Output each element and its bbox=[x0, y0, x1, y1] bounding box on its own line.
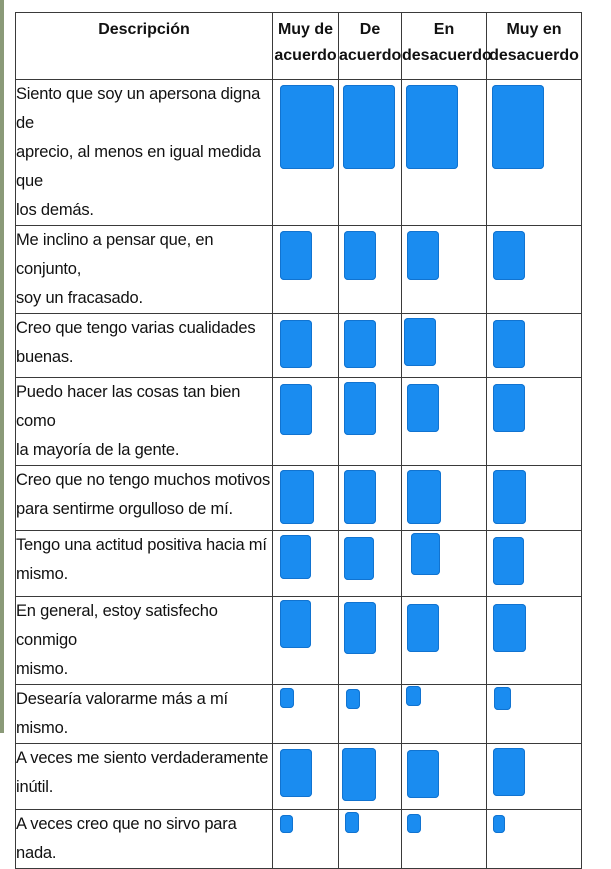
option-checkbox[interactable] bbox=[280, 231, 312, 280]
option-checkbox[interactable] bbox=[407, 384, 439, 432]
question-line: mismo. bbox=[16, 565, 68, 583]
table-row bbox=[16, 597, 582, 685]
question-text bbox=[16, 80, 273, 226]
table-row bbox=[16, 685, 582, 744]
option-cell bbox=[487, 744, 582, 810]
header-line: acuerdo bbox=[274, 47, 337, 64]
question-line: Creo que tengo varias cualidades bbox=[16, 319, 256, 337]
option-checkbox[interactable] bbox=[344, 470, 376, 524]
header-line: Muy de bbox=[277, 21, 334, 38]
table-row bbox=[16, 531, 582, 597]
option-checkbox[interactable] bbox=[407, 470, 441, 524]
rosenberg-survey-table bbox=[15, 12, 582, 869]
option-cell bbox=[402, 466, 487, 531]
option-checkbox[interactable] bbox=[404, 318, 436, 366]
option-cell bbox=[487, 466, 582, 531]
option-checkbox[interactable] bbox=[345, 812, 359, 833]
option-cell bbox=[487, 314, 582, 378]
header-de-acuerdo bbox=[339, 13, 402, 80]
question-text bbox=[16, 378, 273, 466]
header-muy-en-desacuerdo bbox=[487, 13, 582, 80]
option-cell bbox=[487, 378, 582, 466]
question-line: Desearía valorarme más a mí mismo. bbox=[16, 690, 228, 737]
option-cell bbox=[487, 597, 582, 685]
option-cell bbox=[487, 685, 582, 744]
option-checkbox[interactable] bbox=[493, 470, 526, 524]
question-line: aprecio, al menos en igual medida que bbox=[16, 143, 261, 190]
option-cell bbox=[273, 685, 339, 744]
option-checkbox[interactable] bbox=[344, 320, 376, 368]
question-line: En general, estoy satisfecho conmigo bbox=[16, 602, 218, 649]
option-cell bbox=[402, 314, 487, 378]
option-checkbox[interactable] bbox=[494, 687, 511, 710]
question-line: A veces me siento verdaderamente bbox=[16, 749, 269, 767]
question-line: soy un fracasado. bbox=[16, 289, 143, 307]
question-line: buenas. bbox=[16, 348, 74, 366]
question-text bbox=[16, 466, 273, 531]
option-cell bbox=[402, 810, 487, 869]
option-cell bbox=[339, 597, 402, 685]
option-cell bbox=[273, 80, 339, 226]
header-muy-de-acuerdo bbox=[273, 13, 339, 80]
option-cell bbox=[339, 80, 402, 226]
option-checkbox[interactable] bbox=[346, 689, 360, 709]
question-line: mismo. bbox=[16, 660, 68, 678]
header-line: acuerdo bbox=[339, 47, 402, 64]
option-checkbox[interactable] bbox=[493, 748, 525, 796]
option-cell bbox=[402, 378, 487, 466]
option-checkbox[interactable] bbox=[280, 688, 294, 708]
header-line: De bbox=[359, 21, 381, 38]
option-checkbox[interactable] bbox=[411, 533, 440, 575]
option-cell bbox=[402, 685, 487, 744]
option-checkbox[interactable] bbox=[280, 600, 311, 648]
option-cell bbox=[273, 314, 339, 378]
header-row bbox=[16, 13, 582, 80]
question-text bbox=[16, 685, 273, 744]
question-text bbox=[16, 810, 273, 869]
option-checkbox[interactable] bbox=[280, 535, 311, 579]
option-cell bbox=[402, 597, 487, 685]
option-cell bbox=[487, 810, 582, 869]
question-line: Me inclino a pensar que, en conjunto, bbox=[16, 231, 214, 278]
option-checkbox[interactable] bbox=[280, 815, 293, 833]
option-checkbox[interactable] bbox=[407, 604, 439, 652]
question-text bbox=[16, 744, 273, 810]
option-checkbox[interactable] bbox=[406, 686, 421, 706]
option-checkbox[interactable] bbox=[280, 470, 314, 524]
header-line: desacuerdo bbox=[489, 47, 579, 64]
option-checkbox[interactable] bbox=[493, 384, 525, 432]
question-line: inútil. bbox=[16, 778, 54, 796]
option-cell bbox=[339, 531, 402, 597]
option-cell bbox=[402, 531, 487, 597]
header-line: desacuerdo bbox=[402, 47, 492, 64]
option-checkbox[interactable] bbox=[342, 748, 376, 801]
question-line: A veces creo que no sirvo para nada. bbox=[16, 815, 237, 862]
header-line: En bbox=[433, 21, 455, 38]
table-row bbox=[16, 80, 582, 226]
option-checkbox[interactable] bbox=[407, 750, 439, 798]
option-checkbox[interactable] bbox=[280, 384, 312, 435]
question-line: Tengo una actitud positiva hacia mí bbox=[16, 536, 267, 554]
option-cell bbox=[273, 810, 339, 869]
option-checkbox[interactable] bbox=[493, 231, 525, 280]
question-line: Siento que soy un apersona digna de bbox=[16, 85, 261, 132]
option-checkbox[interactable] bbox=[344, 602, 376, 654]
option-cell bbox=[487, 226, 582, 314]
option-cell bbox=[273, 226, 339, 314]
option-checkbox[interactable] bbox=[344, 537, 374, 580]
option-cell bbox=[402, 744, 487, 810]
option-cell bbox=[339, 378, 402, 466]
question-text bbox=[16, 531, 273, 597]
table-row bbox=[16, 810, 582, 869]
option-checkbox[interactable] bbox=[343, 85, 395, 169]
option-checkbox[interactable] bbox=[280, 85, 334, 169]
table-row bbox=[16, 378, 582, 466]
option-checkbox[interactable] bbox=[492, 85, 544, 169]
question-text bbox=[16, 226, 273, 314]
question-line: los demás. bbox=[16, 201, 94, 219]
table-row bbox=[16, 466, 582, 531]
header-line: Muy en bbox=[506, 21, 562, 38]
option-checkbox[interactable] bbox=[280, 749, 312, 797]
question-line: para sentirme orgulloso de mí. bbox=[16, 500, 233, 518]
option-cell bbox=[339, 685, 402, 744]
question-text bbox=[16, 597, 273, 685]
option-cell bbox=[487, 531, 582, 597]
option-cell bbox=[402, 226, 487, 314]
option-checkbox[interactable] bbox=[407, 231, 439, 280]
option-cell bbox=[339, 810, 402, 869]
option-cell bbox=[273, 531, 339, 597]
option-checkbox[interactable] bbox=[493, 320, 525, 368]
header-description-label: Descripción bbox=[98, 21, 190, 38]
option-cell bbox=[487, 80, 582, 226]
option-checkbox[interactable] bbox=[493, 537, 524, 585]
option-cell bbox=[339, 226, 402, 314]
left-edge-bar bbox=[0, 0, 4, 733]
option-checkbox[interactable] bbox=[493, 815, 505, 833]
option-checkbox[interactable] bbox=[493, 604, 526, 652]
option-checkbox[interactable] bbox=[344, 231, 376, 280]
option-checkbox[interactable] bbox=[407, 814, 421, 833]
option-cell bbox=[273, 378, 339, 466]
header-description bbox=[16, 13, 273, 80]
table-row bbox=[16, 314, 582, 378]
option-cell bbox=[273, 466, 339, 531]
question-line: Creo que no tengo muchos motivos bbox=[16, 471, 271, 489]
option-cell bbox=[402, 80, 487, 226]
table-row bbox=[16, 744, 582, 810]
option-checkbox[interactable] bbox=[406, 85, 458, 169]
option-cell bbox=[339, 466, 402, 531]
table-row bbox=[16, 226, 582, 314]
question-text bbox=[16, 314, 273, 378]
question-line: Puedo hacer las cosas tan bien como bbox=[16, 383, 241, 430]
option-checkbox[interactable] bbox=[280, 320, 312, 368]
option-cell bbox=[273, 597, 339, 685]
option-cell bbox=[273, 744, 339, 810]
question-line: la mayoría de la gente. bbox=[16, 441, 180, 459]
option-checkbox[interactable] bbox=[344, 382, 376, 435]
header-en-desacuerdo bbox=[402, 13, 492, 80]
option-cell bbox=[339, 744, 402, 810]
option-cell bbox=[339, 314, 402, 378]
